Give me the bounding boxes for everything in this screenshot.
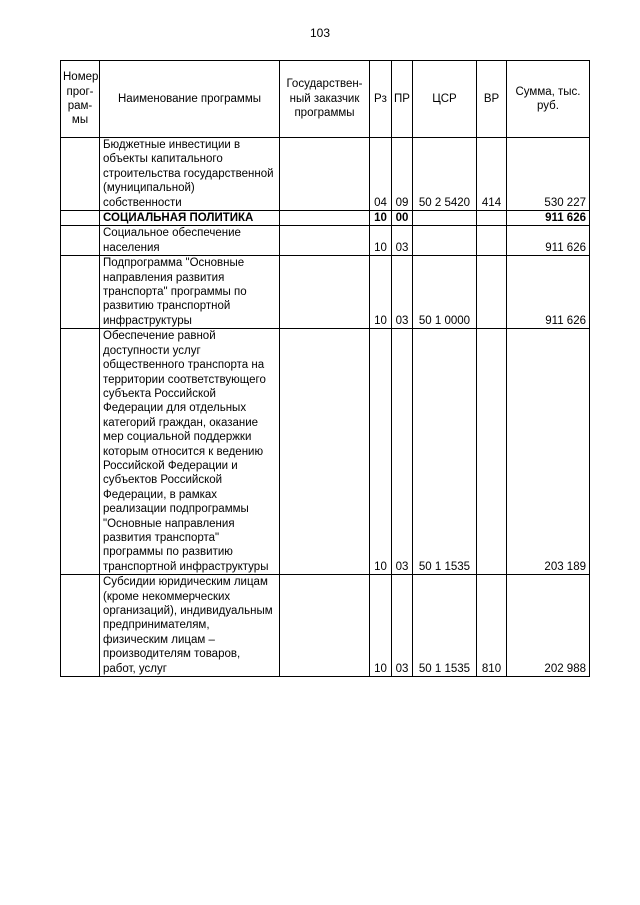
row-program-number [61,211,100,226]
row-sum: 911 626 [507,256,590,329]
row-csr: 50 1 1535 [413,329,477,575]
row-program-number [61,256,100,329]
row-program-name: Социальное обеспечение населения [100,226,280,256]
row-program-name: Обеспечение равной доступности услуг общественного транспорта на территории соответствующего субъекта Российской Федерации для отдельных категорий граждан, оказание мер социальной поддержки которым относится к ведению Российской Федерации и субъектов Российской Федерации, в рамках реализации подпрограммы "Основные направления развития транспорта" программы по развитию транспортной инфраструктуры [100,329,280,575]
table-body [61,138,590,677]
header-vr: ВР [477,61,507,138]
row-sum: 203 189 [507,329,590,575]
row-pr: 03 [392,256,413,329]
row-pr: 09 [392,138,413,211]
row-sum: 911 626 [507,226,590,256]
header-rz: Рз [370,61,392,138]
row-program-number [61,138,100,211]
row-rz: 10 [370,211,392,226]
row-vr [477,211,507,226]
table-row [61,211,590,226]
header-state-customer: Государствен- ный заказчик программы [280,61,370,138]
row-program-name: Подпрограмма "Основные направления развития транспорта" программы по развитию транспортной инфраструктуры [100,256,280,329]
row-vr: 414 [477,138,507,211]
row-rz: 10 [370,226,392,256]
row-pr: 03 [392,329,413,575]
row-csr [413,226,477,256]
row-pr: 03 [392,226,413,256]
header-csr: ЦСР [413,61,477,138]
row-program-name: СОЦИАЛЬНАЯ ПОЛИТИКА [100,211,280,226]
table-row [61,226,590,256]
table-row [61,329,590,575]
row-vr: 810 [477,575,507,677]
row-program-number [61,226,100,256]
row-pr: 03 [392,575,413,677]
row-state-customer [280,256,370,329]
row-vr [477,256,507,329]
row-csr: 50 2 5420 [413,138,477,211]
row-sum: 530 227 [507,138,590,211]
row-pr: 00 [392,211,413,226]
row-program-number [61,575,100,677]
table-row [61,575,590,677]
row-csr [413,211,477,226]
header-program-name: Наименование программы [100,61,280,138]
header-program-number: Номер прог- рам- мы [61,61,100,138]
table-row [61,256,590,329]
row-csr: 50 1 1535 [413,575,477,677]
row-vr [477,226,507,256]
row-rz: 10 [370,575,392,677]
page-number: 103 [309,26,331,40]
header-sum: Сумма, тыс. руб. [507,61,590,138]
row-rz: 10 [370,256,392,329]
row-program-name: Бюджетные инвестиции в объекты капитального строительства государственной (муниципальной) собственности [100,138,280,211]
table-row [61,138,590,211]
row-rz: 04 [370,138,392,211]
row-rz: 10 [370,329,392,575]
header-pr: ПР [392,61,413,138]
row-program-number [61,329,100,575]
row-program-name: Субсидии юридическим лицам (кроме некоммерческих организаций), индивидуальным предпринимателям, физическим лицам – производителям товаров, работ, услуг [100,575,280,677]
row-sum: 911 626 [507,211,590,226]
row-vr [477,329,507,575]
row-state-customer [280,138,370,211]
row-csr: 50 1 0000 [413,256,477,329]
budget-table [60,60,590,677]
row-state-customer [280,211,370,226]
table-header-row [61,61,590,138]
row-state-customer [280,575,370,677]
row-state-customer [280,226,370,256]
row-state-customer [280,329,370,575]
row-sum: 202 988 [507,575,590,677]
